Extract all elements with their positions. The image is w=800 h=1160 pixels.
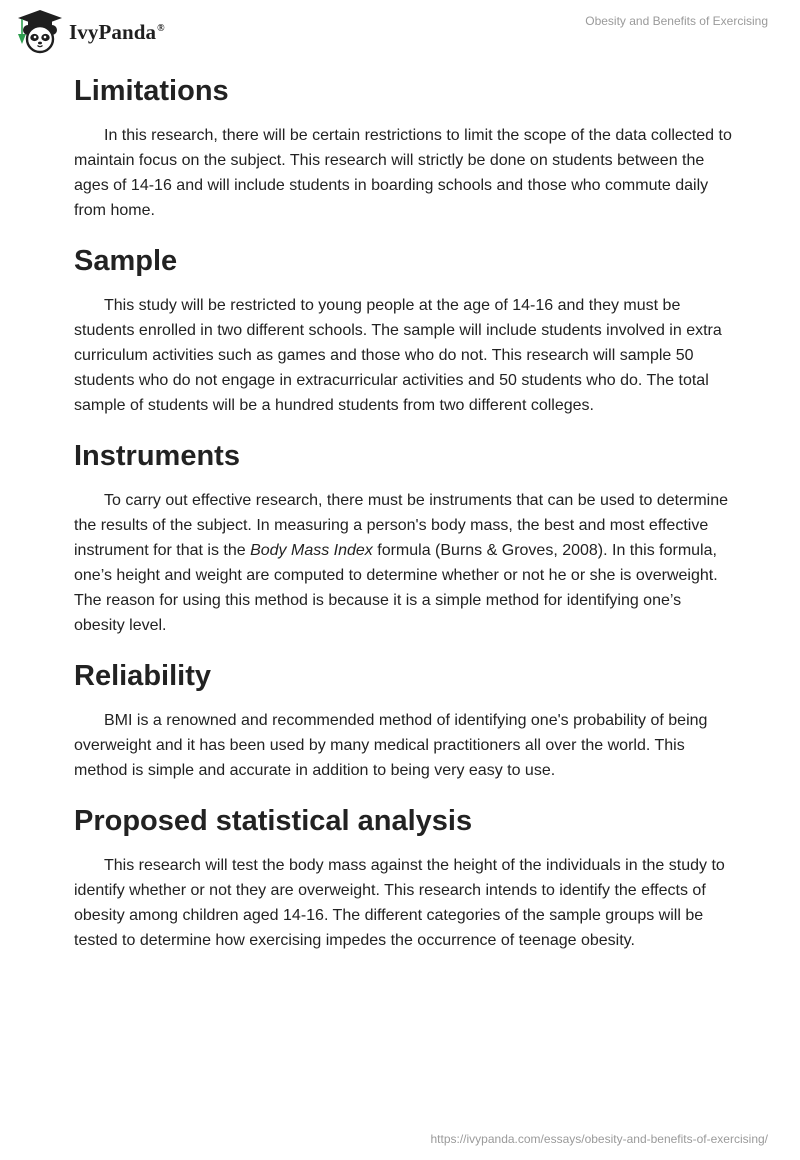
section-heading: Instruments (74, 440, 240, 472)
section-statistical-analysis (74, 802, 734, 953)
brand-name: IvyPanda® (69, 19, 165, 44)
section-paragraph: This study will be restricted to young people at the age of 14-16 and they must be students enrolled in two different schools. The sample will include students involved in extra curriculum activities such as games and those who do not. This research will sample 50 students who do not engage in extracurricular activities and 50 students who do. The total sample of students will be a hundred students from two different colleges. (74, 297, 722, 414)
section-sample (74, 242, 734, 418)
section-heading: Reliability (74, 660, 211, 692)
section-paragraph: In this research, there will be certain restrictions to limit the scope of the data collected to maintain focus on the subject. This research will strictly be done on students between the ages of 14-16 and will include students in boarding schools and those who commute daily from home. (74, 127, 732, 219)
page-header (0, 0, 800, 60)
section-limitations (74, 72, 734, 223)
section-heading: Sample (74, 245, 178, 277)
source-url[interactable]: https://ivypanda.com/essays/obesity-and-benefits-of-exercising/ (430, 1132, 768, 1146)
section-paragraph: BMI is a renowned and recommended method of identifying one's probability of being overweight and it has been used by many medical practitioners all over the world. This method is simple and accurate in addition to being very easy to use. (74, 712, 708, 779)
ivypanda-logo[interactable] (14, 8, 165, 54)
paragraph-text: formula (Burns & Groves, 2008). In this formula, one’s height and weight are computed to determine whether or not he or she is overweight. The reason for using this method is because it is a simple method for identifying one’s obesity level. (74, 542, 718, 634)
section-reliability (74, 657, 734, 783)
section-instruments (74, 437, 734, 638)
panda-graduate-icon (14, 8, 66, 54)
section-heading: Limitations (74, 75, 229, 107)
paragraph-text: To carry out effective research, there must be instruments that can be used to determine the results of the subject. In measuring a person's body mass, the best and most effective instrument for that is the (74, 492, 729, 559)
essay-content (74, 72, 734, 972)
section-paragraph: This research will test the body mass against the height of the individuals in the study to identify whether or not they are overweight. This research intends to identify the effects of obesity among children aged 14-16. The different categories of the sample groups will be tested to determine how exercising impedes the occurrence of teenage obesity. (74, 857, 725, 949)
italic-term: Body Mass Index (250, 542, 373, 559)
section-heading: Proposed statistical analysis (74, 805, 473, 837)
section-paragraph (74, 488, 734, 638)
document-title: Obesity and Benefits of Exercising (585, 14, 768, 28)
